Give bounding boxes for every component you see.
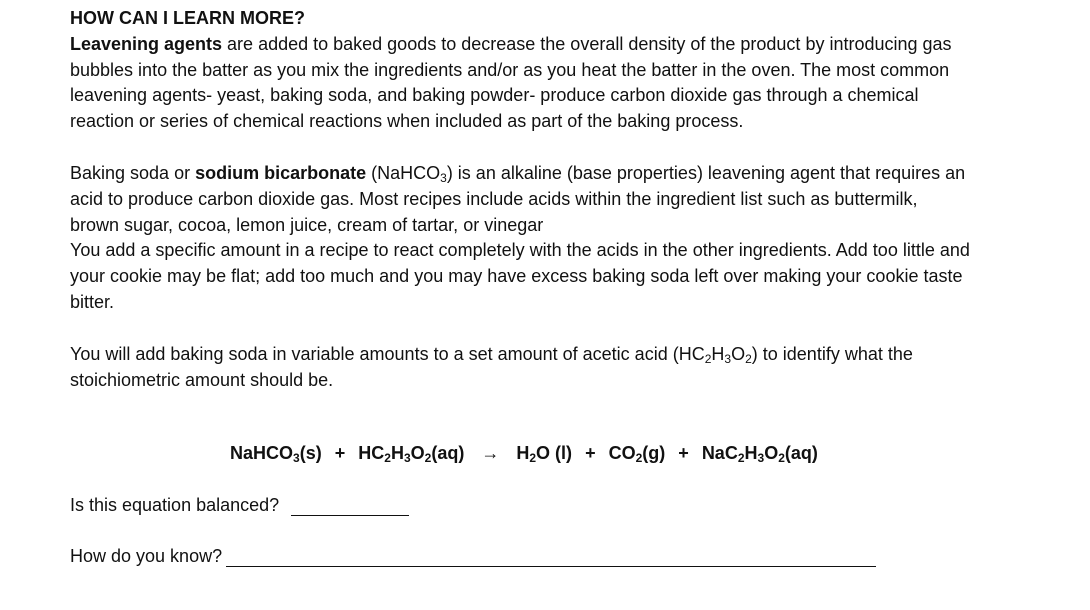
experiment-text: ) to identify what the stoichiometric amount should be. [70, 343, 913, 390]
experiment-text: H [711, 343, 725, 364]
product-sodium-acetate: $NaC_2H_3O_2(aq)$ [701, 443, 818, 465]
reactant-acetic-acid: $HC_2H_3O_2(aq)$ [358, 443, 465, 465]
reactant-sodium-bicarbonate: NaHCO$_3$(s) [230, 443, 322, 465]
answer-blank-balanced[interactable] [291, 495, 409, 516]
answer-blank-how-know[interactable] [226, 546, 876, 567]
section-heading: HOW CAN I LEARN MORE? [70, 8, 305, 28]
question-how-know [70, 546, 876, 567]
product-water: $H_2O$ (l) [516, 443, 573, 465]
experiment-text: O [731, 343, 746, 364]
cookie-paragraph: You add a specific amount in a recipe to react completely with the acids in the other ingredients. Add too little and your cookie may be flat; add too much and you may have excess baking soda left over making your cookie taste bitter. [70, 240, 970, 312]
question-how-know-label: How do you know? [70, 546, 223, 566]
product-carbon-dioxide: $CO_2(g)$ [608, 443, 666, 465]
subscript: 2 [704, 351, 712, 366]
plus-sign: + [678, 443, 689, 463]
intro-text: are added to baked goods to decrease the overall density of the product by introducing gas bubbles into the batter as you mix the ingredients and/or as you heat the batter in the oven. The most common leavening agents- yeast, baking soda, and baking powder- produce carbon dioxide gas through a chemical reaction or series of chemical reactions when included as part of the baking process. [70, 33, 952, 132]
reaction-arrow-icon: → [481, 443, 500, 463]
chemical-equation [230, 443, 818, 464]
experiment-paragraph [70, 342, 970, 394]
question-balanced [70, 495, 409, 516]
sodium-bicarbonate-term: sodium bicarbonate [195, 162, 367, 183]
document-body [70, 6, 970, 393]
subscript: 3 [724, 351, 732, 366]
formula-subscript: 3 [440, 170, 447, 185]
experiment-text: You will add baking soda in variable amounts to a set amount of acetic acid (HC [70, 343, 705, 364]
formula-open: (NaHCO [366, 162, 441, 183]
plus-sign: + [585, 443, 596, 463]
plus-sign: + [334, 443, 346, 463]
baking-soda-text: ) is an alkaline (base properties) leavening agent that requires an acid to produce carbon dioxide gas. Most recipes include acids within the ingredient list such as buttermilk, brown sugar, cocoa, lemon juice, cream of tartar, or vinegar [70, 162, 966, 235]
intro-paragraph [70, 32, 970, 135]
baking-soda-lead: Baking soda or [70, 162, 196, 183]
subscript: 2 [745, 351, 752, 366]
baking-soda-paragraph [70, 161, 970, 238]
leavening-agents-term: Leavening agents [70, 33, 223, 54]
question-balanced-label: Is this equation balanced? [70, 495, 280, 515]
